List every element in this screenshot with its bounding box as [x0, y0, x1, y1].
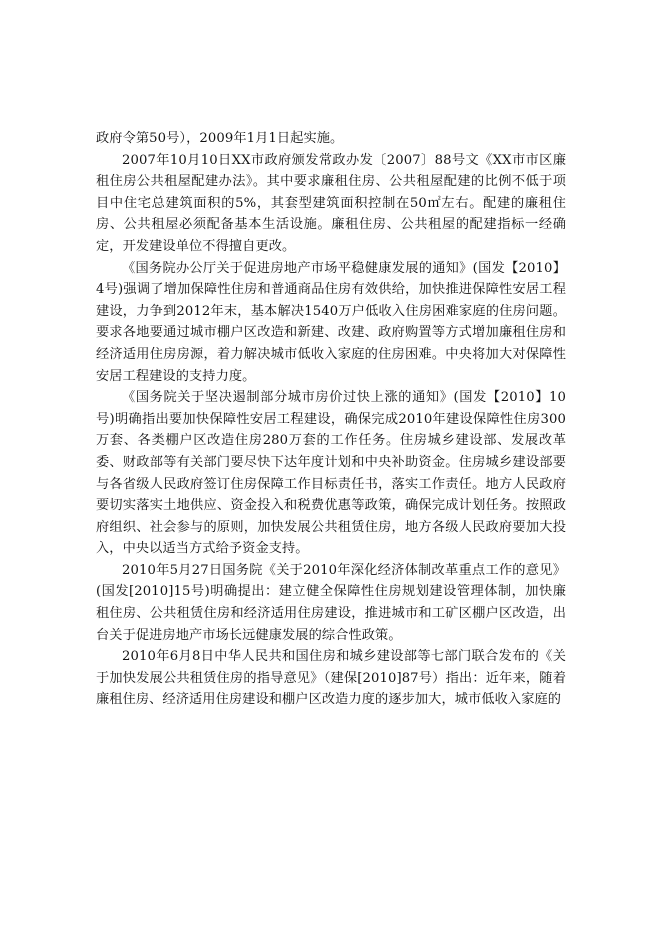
paragraph-5: 2010年5月27日国务院《关于2010年深化经济体制改革重点工作的意见》(国发[2010]15号)明确提出：建立健全保障性住房规划建设管理体制，加快廉租住房、公共租赁住房和经济适用住房建设，推进城市和工矿区棚户区改造，出台关于促进房地产市场长远健康发展的综合性政策。 [96, 562, 566, 643]
paragraph-3: 《国务院办公厅关于促进房地产市场平稳健康发展的通知》(国发【2010】4号)强调了增加保障性住房和普通商品住房有效供给，加快推进保障性安居工程建设，力争到2012年末，基本解决1540万户低收入住房困难家庭的住房问题。要求各地要通过城市棚户区改造和新建、改建、政府购置等方式增加廉租住房和经济适用住房房源，着力解决城市低收入家庭的住房困难。中央将加大对保障性安居工程建设的支持力度。 [96, 260, 566, 384]
paragraph-6: 2010年6月8日中华人民共和国住房和城乡建设部等七部门联合发布的《关于加快发展公共租赁住房的指导意见》（建保[2010]87号）指出：近年来，随着廉租住房、经济适用住房建设和棚户区改造力度的逐步加大，城市低收入家庭的 [96, 649, 566, 708]
paragraph-4: 《国务院关于坚决遏制部分城市房价过快上涨的通知》(国发【2010】10号)明确指出要加快保障性安居工程建设，确保完成2010年建设保障性住房300万套、各类棚户区改造住房280万套的工作任务。住房城乡建设部、发展改革委、财政部等有关部门要尽快下达年度计划和中央补助资金。住房城乡建设部要与各省级人民政府签订住房保障工作目标责任书，落实工作责任。地方人民政府要切实落实土地供应、资金投入和税费优惠等政策，确保完成计划任务。按照政府组织、社会参与的原则，加快发展公共租赁住房，地方各级人民政府要加大投入，中央以适当方式给予资金支持。 [96, 390, 566, 557]
paragraph-2: 2007年10月10日XX市政府颁发常政办发〔2007〕88号文《XX市市区廉租住房公共租屋配建办法》。其中要求廉租住房、公共租屋配建的比例不低于项目中住宅总建筑面积的5%，其套型建筑面积控制在50㎡左右。配建的廉租住房、公共租屋必须配备基本生活设施。廉租住房、公共租屋的配建指标一经确定，开发建设单位不得擅自更改。 [96, 152, 566, 254]
document-body [96, 128, 566, 711]
paragraph-1: 政府令第50号），2009年1月1日起实施。 [96, 131, 344, 146]
